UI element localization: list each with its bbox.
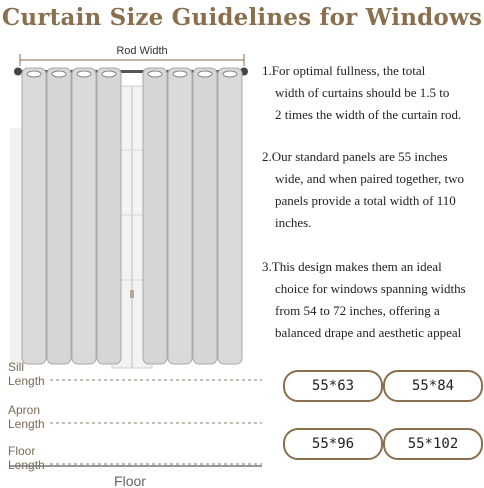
note-line: wide, and when paired together, two xyxy=(275,171,465,186)
floor-label: Floor xyxy=(114,473,146,488)
note-line: width of curtains should be 1.5 to xyxy=(275,85,450,100)
note-line: choice for windows spanning widths xyxy=(275,281,466,296)
size-option-55x96: 55*96 xyxy=(283,428,383,460)
rod-width-dimension xyxy=(20,44,244,66)
apron-label-line2: Length xyxy=(8,417,45,431)
note-line: from 54 to 72 inches, offering a xyxy=(275,303,440,318)
guideline-note-2 xyxy=(262,146,484,234)
size-option-55x102: 55*102 xyxy=(383,428,483,460)
apron-label-line1: Apron xyxy=(8,403,41,417)
left-curtain-panel xyxy=(22,68,121,364)
sill-label-line1: Sill xyxy=(8,360,25,374)
page-title: Curtain Size Guidelines for Windows xyxy=(1,4,483,31)
rod-width-label: Rod Width xyxy=(116,45,168,57)
floor-length-label-line1: Floor xyxy=(8,444,36,458)
right-curtain-panel xyxy=(143,68,242,364)
size-option-55x63: 55*63 xyxy=(283,370,383,402)
note-line: 2 times the width of the curtain rod. xyxy=(275,107,462,122)
note-line: 1.For optimal fullness, the total xyxy=(262,63,426,78)
note-line: 2.Our standard panels are 55 inches xyxy=(262,149,448,164)
floor-length-label-line2: Length xyxy=(8,458,45,472)
floor xyxy=(10,466,262,488)
floor-length-guide xyxy=(8,444,262,472)
size-option-55x84: 55*84 xyxy=(383,370,483,402)
apron-length-guide xyxy=(8,403,262,431)
note-line: panels provide a total width of 110 xyxy=(275,193,456,208)
sill-label-line2: Length xyxy=(8,374,45,388)
note-line: 3.This design makes them an ideal xyxy=(262,259,442,274)
wall-panel xyxy=(10,128,22,366)
note-line: balanced drape and aesthetic appeal xyxy=(275,325,462,340)
guideline-note-3 xyxy=(262,256,484,344)
note-line: inches. xyxy=(275,215,312,230)
guideline-note-1 xyxy=(262,60,484,126)
